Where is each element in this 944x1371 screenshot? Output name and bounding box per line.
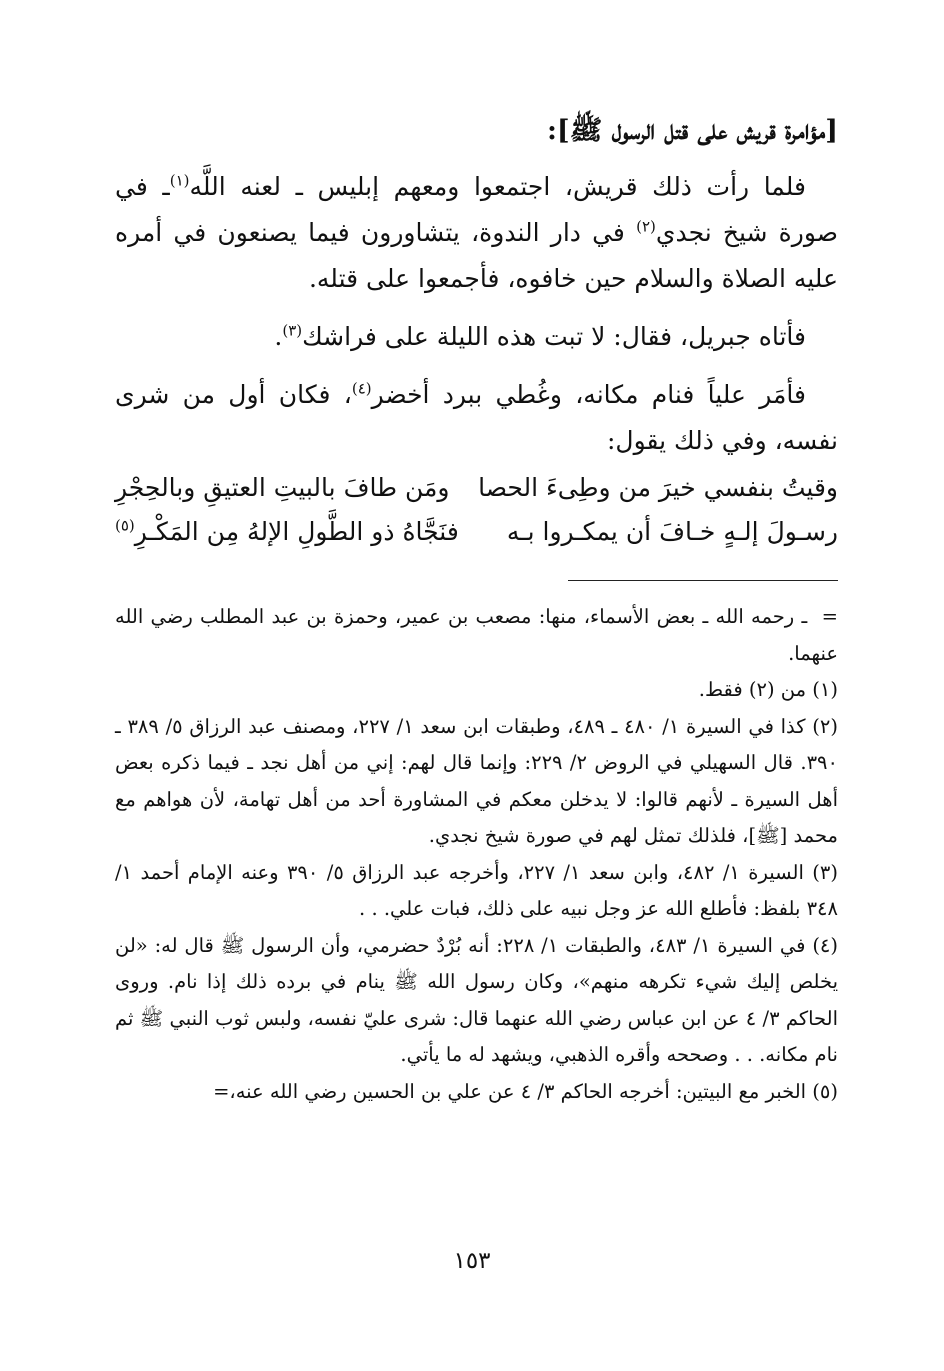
paragraph-3-text-b: ، فكان أول من شرى نفسه، وفي ذلك يقول: [115,380,838,455]
paragraph-3 [115,372,838,464]
footnote-number: (٣) [812,860,838,884]
paragraph-2 [115,314,838,360]
verse-1-second-hemistich: ومَن طافَ بالبيتِ العتيقِ وبالحِجْرِ [115,473,450,502]
footnote-text: كذا في السيرة ١/ ٤٨٠ ـ ٤٨٩، وطبقات ابن سعد ١/ ٢٢٧، ومصنف عبد الرزاق ٥/ ٣٨٩ ـ ٣٩٠. قال السهيلي في الروض ٢/ ٢٢٩: وإنما قال لهم: إني من أهل نجد ـ فيما ذكره بعض أهل السيرة ـ لأنهم قالوا: لا يدخلن معكم في المشاورة أحد من أهل تهامة، لأن هواهم مع محمد [ﷺ]، فلذلك تمثل لهم في صورة شيخ نجدي. [115,714,838,847]
footnote-5 [115,1074,838,1111]
footnote-ref-3[interactable]: (٣) [282,321,303,340]
paragraph-1 [115,164,838,302]
footnote-text: في السيرة ١/ ٤٨٣، والطبقات ١/ ٢٢٨: أنه بُرْدٌ حضرمي، وأن الرسول ﷺ قال له: «لن يخلص إليك شيء تكرهه منهم»، وكان رسول الله ﷺ ينام في برده ذلك إذا نام. وروى الحاكم ٣/ ٤ عن ابن عباس رضي الله عنهما قال: شرى عليّ نفسه، ولبس ثوب النبي ﷺ ثم نام مكانه. . . وصححه وأقره الذهبي، ويشهد له ما يأتي. [115,933,838,1066]
paragraph-1-text-a: فلما رأت ذلك قريش، اجتمعوا ومعهم إبليس ـ لعنه اللَّه [189,172,806,201]
footnote-text: من (٢) فقط. [698,678,807,701]
page-number: ١٥٣ [453,1248,491,1274]
section-heading: [مؤامرة قريش على قتل الرسول ﷺ]: [546,115,838,146]
paragraph-3-text-a: فأمَر علياً فنام مكانه، وغُطي ببرد أخضر [371,380,806,409]
paragraph-2-text-b: . [274,322,283,351]
footnote-text: الخبر مع البيتين: أخرجه الحاكم ٣/ ٤ عن علي بن الحسين رضي الله عنه،= [213,1079,807,1103]
footnote-number: (١) [812,678,838,701]
footnote-number: (٥) [812,1079,838,1103]
verse-2-first-hemistich: رسـولَ إلـهٍ خـافَ أن يمكـروا بـه [506,517,838,546]
footnote-4 [115,928,838,1074]
footnote-2 [115,709,838,855]
paragraph-1-text-b: ـ في صورة شيخ نجدي [115,172,838,247]
footnote-divider [568,580,838,581]
poem-verses [115,466,838,554]
footnote-number: (٢) [812,714,838,738]
footnote-text: السيرة ١/ ٤٨٢، وابن سعد ١/ ٢٢٧، وأخرجه عبد الرزاق ٥/ ٣٩٠ وعنه الإمام أحمد ١/ ٣٤٨ بلفظ: فأطلع الله عز وجل نبيه على ذلك، فبات علي. . . [115,860,838,920]
footnote-number: (٤) [812,933,839,957]
footnote-1 [115,672,838,709]
verse-2 [115,510,838,554]
footnote-ref-1[interactable]: (١) [169,171,190,190]
page-body [115,108,838,1110]
footnote-ref-2[interactable]: (٢) [636,217,656,236]
verse-2-second-hemistich [115,510,459,554]
verse-2-second-text: فنَجَّاهُ ذو الطَّولِ الإلهُ مِن المَكْـرِ [134,517,459,546]
paragraph-1-text-c: في دار الندوة، يتشاورون فيما يصنعون في أمره عليه الصلاة والسلام حين خافوه، فأجمعوا على قتله. [115,218,838,293]
verse-1 [115,466,838,510]
footnote-3 [115,855,838,928]
footnote-text: ـ رحمه الله ـ بعض الأسماء، منها: مصعب بن عمير، وحمزة بن عبد المطلب رضي الله عنهما. [115,605,838,665]
footnote-marker: = [821,605,839,628]
footnote-ref-4[interactable]: (٤) [351,379,372,398]
footnotes [115,599,838,1110]
footnote-continuation [115,599,838,672]
paragraph-2-text-a: فأتاه جبريل، فقال: لا تبت هذه الليلة على فراشك [302,322,806,351]
footnote-ref-5[interactable]: (٥) [115,516,135,535]
verse-1-first-hemistich: وقيتُ بنفسي خيرَ من وطِىءَ الحصا [478,473,838,502]
